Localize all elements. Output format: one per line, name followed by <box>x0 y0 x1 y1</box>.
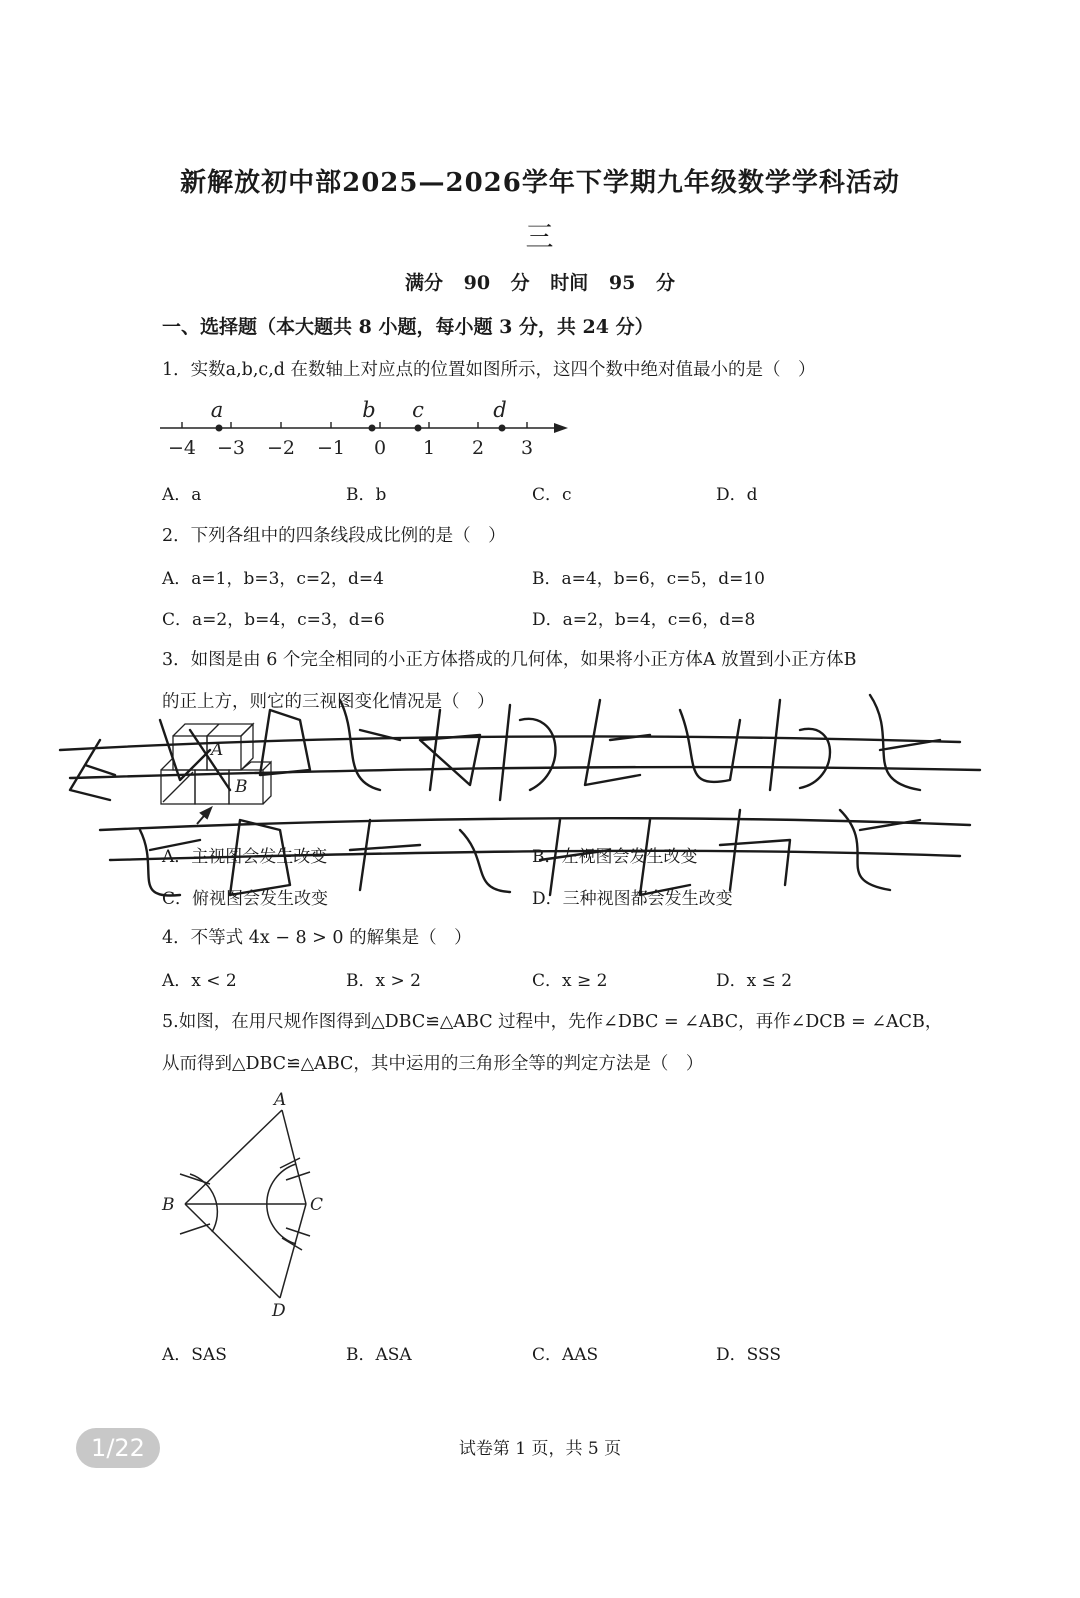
q4-option-d[interactable]: D．x ≤ 2 <box>716 971 793 991</box>
q2-option-d[interactable]: D．a=2，b=4，c=6，d=8 <box>532 610 756 630</box>
exam-title: 新解放初中部2025—2026学年下学期九年级数学学科活动 <box>180 168 900 198</box>
question-5-stem-line2: 从而得到△DBC≌△ABC，其中运用的三角形全等的判定方法是（ ） <box>162 1054 704 1074</box>
vertex-label-b: B <box>162 1195 175 1215</box>
q4-option-b[interactable]: B．x > 2 <box>346 971 421 991</box>
vertex-label-d: D <box>272 1301 286 1321</box>
triangle-construction-figure <box>150 1088 350 1328</box>
segment-ac <box>282 1110 306 1204</box>
segment-cd <box>280 1204 306 1298</box>
q5-option-d[interactable]: D．SSS <box>716 1345 781 1365</box>
number-line-figure <box>150 396 580 462</box>
exam-title-line2: 三 <box>525 220 555 253</box>
point-b <box>369 425 376 432</box>
vertex-label-c: C <box>310 1195 324 1215</box>
question-1-stem: 1．实数a,b,c,d 在数轴上对应点的位置如图所示，这四个数中绝对值最小的是（ ） <box>162 360 816 380</box>
point-label: b <box>362 398 376 422</box>
q1-option-b[interactable]: B．b <box>346 485 387 505</box>
handwriting-scribble <box>40 680 1000 920</box>
q4-option-c[interactable]: C．x ≥ 2 <box>532 971 608 991</box>
page-indicator[interactable]: 1/22 <box>76 1428 160 1468</box>
segment-ab <box>185 1110 282 1204</box>
vertex-label-a: A <box>274 1090 287 1110</box>
question-5-stem: 5.如图，在用尺规作图得到△DBC≌△ABC 过程中，先作∠DBC = ∠ABC，再作∠DCB = ∠ACB， <box>162 1012 943 1032</box>
point-label: a <box>210 398 224 422</box>
q2-option-b[interactable]: B．a=4，b=6，c=5，d=10 <box>532 569 765 589</box>
q1-option-c[interactable]: C．c <box>532 485 572 505</box>
question-3-stem-line2: 的正上方，则它的三视图变化情况是（ ） <box>162 692 495 712</box>
tick-label: 0 <box>373 437 387 459</box>
point-c <box>415 425 422 432</box>
cube-label-b: B <box>235 777 248 797</box>
q3-option-b[interactable]: B．左视图会发生改变 <box>532 847 698 867</box>
tick-label: 2 <box>471 437 485 459</box>
tick-label: 3 <box>520 437 534 459</box>
q5-option-a[interactable]: A．SAS <box>162 1345 227 1365</box>
point-a <box>216 425 223 432</box>
q1-option-a[interactable]: A．a <box>162 485 202 505</box>
q5-option-c[interactable]: C．AAS <box>532 1345 599 1365</box>
tick-label: 1 <box>422 437 436 459</box>
point-label: d <box>493 398 507 422</box>
tick-label: −2 <box>266 437 296 459</box>
q5-option-b[interactable]: B．ASA <box>346 1345 412 1365</box>
cube-label-a: A <box>211 740 224 760</box>
point-label: c <box>412 398 424 422</box>
q4-option-a[interactable]: A．x < 2 <box>162 971 237 991</box>
number-line-arrow <box>554 423 568 433</box>
segment-bd <box>185 1204 280 1298</box>
q2-option-c[interactable]: C．a=2，b=4，c=3，d=6 <box>162 610 385 630</box>
question-4-stem: 4．不等式 4x − 8 > 0 的解集是（ ） <box>162 928 472 948</box>
exam-subtitle: 满分 90 分 时间 95 分 <box>405 272 675 294</box>
section-heading: 一、选择题（本大题共 8 小题，每小题 3 分，共 24 分） <box>162 316 654 338</box>
tick-label: −1 <box>316 437 346 459</box>
question-2-stem: 2．下列各组中的四条线段成比例的是（ ） <box>162 526 506 546</box>
q2-option-a[interactable]: A．a=1，b=3，c=2，d=4 <box>162 569 384 589</box>
q3-option-d[interactable]: D．三种视图都会发生改变 <box>532 889 733 909</box>
page-footer: 试卷第 1 页，共 5 页 <box>458 1439 622 1459</box>
tick-label: −4 <box>167 437 197 459</box>
tick-label: −3 <box>216 437 246 459</box>
point-d <box>499 425 506 432</box>
number-line-ticks <box>182 422 527 428</box>
q3-option-c[interactable]: C．俯视图会发生改变 <box>162 889 329 909</box>
q1-option-d[interactable]: D．d <box>716 485 758 505</box>
q3-option-a[interactable]: A．主视图会发生改变 <box>162 847 328 867</box>
question-3-stem: 3．如图是由 6 个完全相同的小正方体搭成的几何体，如果将小正方体A 放置到小正方体B <box>162 650 857 670</box>
